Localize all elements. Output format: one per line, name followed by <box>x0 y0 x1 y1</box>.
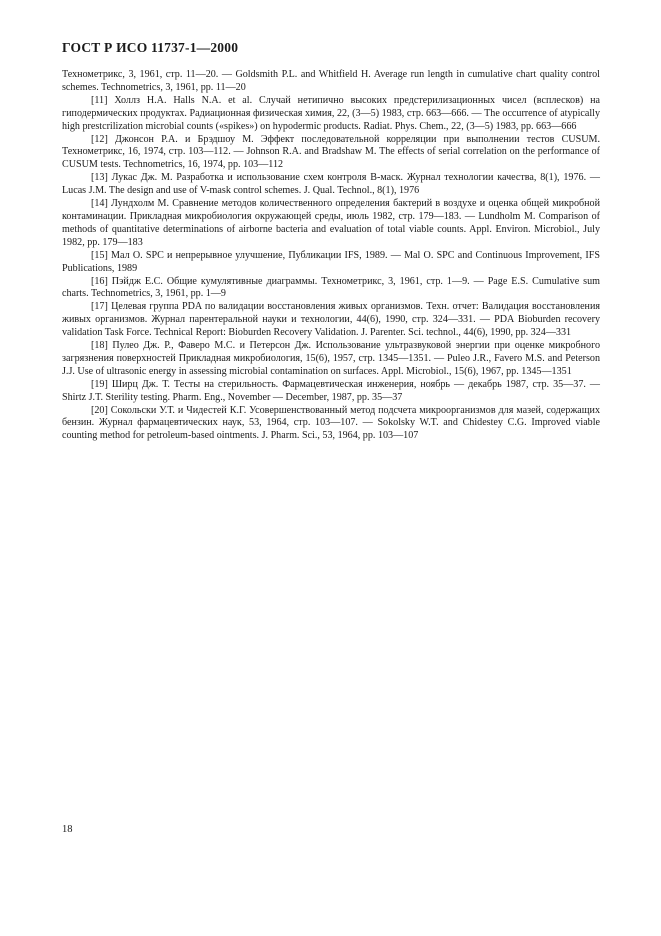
reference-item-13: [13] Лукас Дж. М. Разработка и использование схем контроля В-маск. Журнал технологии качества, 8(1), 1976. — Lucas J.M. The design and use of V-mask control schemes. J. Qual. Technol., 8(1), 1976 <box>62 172 600 197</box>
reference-item-10-continuation: Технометрикс, 3, 1961, стр. 11—20. — Goldsmith P.L. and Whitfield H. Average run length in cumulative chart quality control schemes. Technometrics, 3, 1961, pp. 11—20 <box>62 69 600 93</box>
reference-item-20: [20] Сокольски У.Т. и Чидестей К.Г. Усовершенствованный метод подсчета микроорганизмов для мазей, содержащих бензин. Журнал фармацевтических наук, 53, 1964, стр. 103—107. — Sokolsky W.T. and Chidestey C.G. Improved viable counting method for petroleum-based ointments. J. Pharm. Sci., 53, 1964, pp. 103—107 <box>62 404 600 442</box>
reference-item-14: [14] Лундхолм М. Сравнение методов количественного определения бактерий в воздухе и оценка общей микробной контаминации. Прикладная микробиология окружающей среды, июль 1982, стр. 179—183. — Lundholm M. Comparison of methods of quantitative determinations of airborne bacteria and evaluation of total viable counts. Appl. Environ. Microbiol., July 1982, pp. 179—183 <box>62 198 600 248</box>
document-header: ГОСТ Р ИСО 11737-1—2000 <box>62 40 239 55</box>
reference-item-12: [12] Джонсон Р.А. и Брэдшоу М. Эффект последовательной корреляции при выполнении тестов CUSUM. Технометрикс, 16, 1974, стр. 103—112. — Johnson R.A. and Bradshaw M. The effects of serial correlation on the performance of CUSUM tests. Technometrics, 16, 1974, pp. 103—112 <box>62 133 600 171</box>
reference-item-15: [15] Мал О. SPC и непрерывное улучшение, Публикации IFS, 1989. — Mal O. SPC and Continuous Improvement, IFS Publications, 1989 <box>62 249 600 274</box>
reference-item-17: [17] Целевая группа PDA по валидации восстановления живых организмов. Техн. отчет: Валидация восстановления живых организмов. Журнал парентеральной науки и технологии, 44(6), 1990, стр. 324—331. — PDA Bioburden recovery validation Task Force. Technical Report: Bioburden Recovery Validation. J. Parenter. Sci. technol., 44(6), 1990, pp. 324—331 <box>62 301 600 339</box>
reference-item-11: [11] Холлз Н.А. Halls N.A. et al. Случай нетипично высоких предстерилизационных чисел (всплесков) на гиподермических продуктах. Радиационная физическая химия, 22, (3—5) 1983, стр. 663—666. — The occurrence of atypically high prestcrilization microbial counts («spikes») on hypodermic products. Radiat. Phys. Chem., 22, (3—5) 1983, pp. 663—666 <box>62 94 600 132</box>
page-number: 18 <box>62 824 73 835</box>
reference-item-18: [18] Пулео Дж. Р., Фаверо М.С. и Петерсон Дж. Использование ультразвуковой энергии при оценке микробного загрязнения поверхностей Прикладная микробиология, 15(6), 1957, стр. 1345—1351. — Puleo J.R., Favero M.S. and Peterson J.J. Use of ultrasonic energy in assessing microbial contamination on surfaces. Appl. Microbiol., 15(6), 1967, pp. 1345—1351 <box>62 340 600 377</box>
reference-item-19: [19] Ширц Дж. Т. Тесты на стерильность. Фармацевтическая инженерия, ноябрь — декабрь 1987, стр. 35—37. — Shirtz J.T. Sterility testing. Pharm. Eng., November — December, 1987, pp. 35—37 <box>62 378 600 403</box>
reference-list <box>62 69 600 443</box>
reference-item-16: [16] Пэйдж Е.С. Общие кумулятивные диаграммы. Технометрикс, 3, 1961, стр. 1—9. — Page E.S. Cumulative sum charts. Technometrics, 3, 1961, pp. 1—9 <box>62 275 600 300</box>
